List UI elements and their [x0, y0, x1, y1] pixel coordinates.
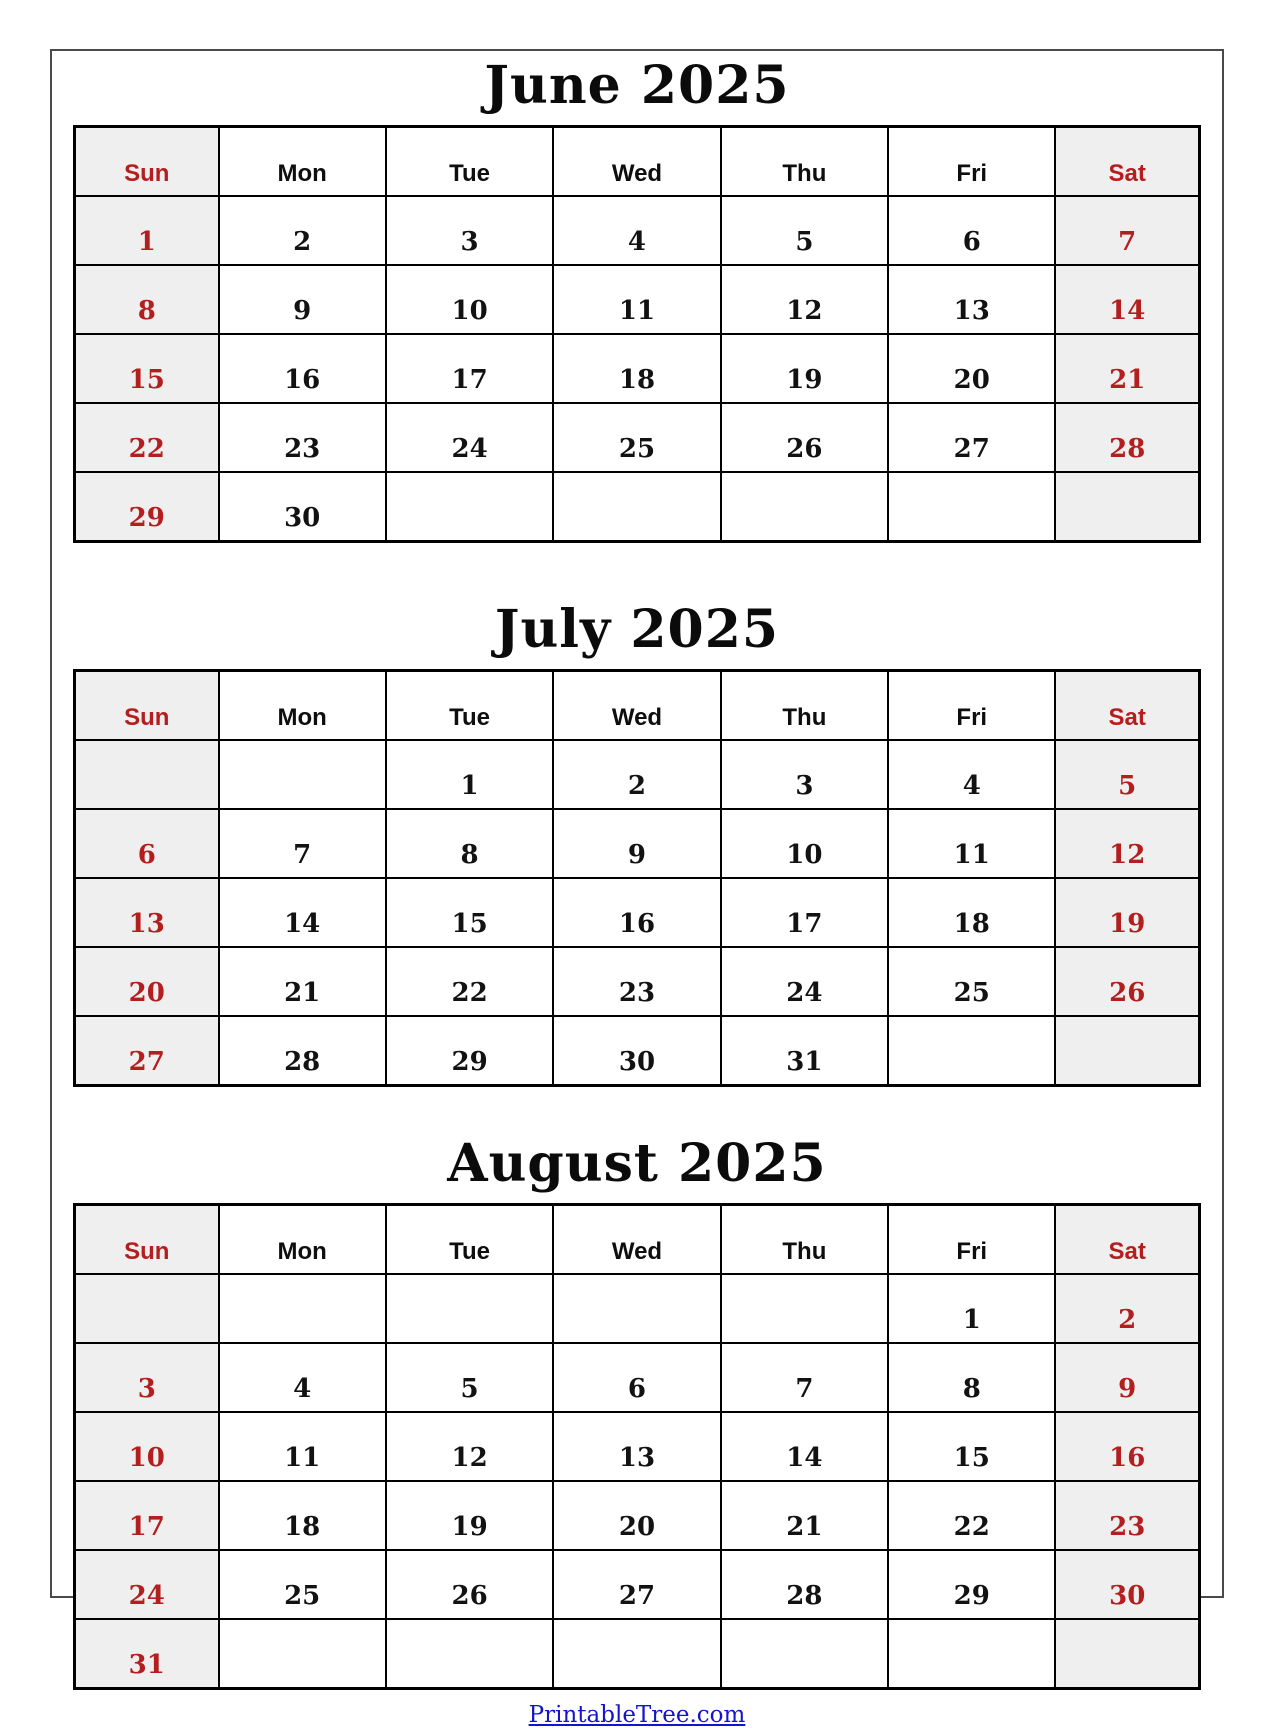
day-cell: 8 [386, 809, 553, 878]
day-cell: 15 [888, 1412, 1055, 1481]
day-cell [75, 740, 219, 809]
day-cell: 24 [75, 1550, 219, 1619]
day-cell: 20 [75, 947, 219, 1016]
day-cell [553, 1274, 720, 1343]
day-cell: 6 [75, 809, 219, 878]
weekday-header-thu: Thu [721, 671, 888, 741]
week-row [75, 472, 1200, 542]
day-cell: 25 [553, 403, 720, 472]
day-cell [75, 1274, 219, 1343]
weekday-header-tue: Tue [386, 1205, 553, 1275]
day-cell: 22 [888, 1481, 1055, 1550]
weekday-header-fri: Fri [888, 671, 1055, 741]
day-cell: 4 [888, 740, 1055, 809]
day-cell: 29 [888, 1550, 1055, 1619]
weekday-header-fri: Fri [888, 1205, 1055, 1275]
day-cell: 31 [75, 1619, 219, 1689]
day-cell: 7 [1055, 196, 1199, 265]
day-cell: 22 [75, 403, 219, 472]
week-row [75, 1481, 1200, 1550]
day-cell: 8 [888, 1343, 1055, 1412]
week-row [75, 265, 1200, 334]
day-cell: 2 [553, 740, 720, 809]
weekday-header-tue: Tue [386, 127, 553, 197]
day-cell: 26 [1055, 947, 1199, 1016]
day-cell [386, 1619, 553, 1689]
month-title-june: June 2025 [484, 55, 790, 116]
day-cell: 7 [219, 809, 386, 878]
day-cell: 15 [386, 878, 553, 947]
day-cell: 1 [386, 740, 553, 809]
day-cell: 19 [721, 334, 888, 403]
day-cell: 3 [75, 1343, 219, 1412]
weekday-header-sat: Sat [1055, 1205, 1199, 1275]
day-cell: 15 [75, 334, 219, 403]
day-cell: 16 [553, 878, 720, 947]
day-cell: 18 [553, 334, 720, 403]
day-cell: 11 [219, 1412, 386, 1481]
page-frame [50, 49, 1224, 1728]
day-cell: 2 [219, 196, 386, 265]
day-cell: 17 [721, 878, 888, 947]
day-cell: 1 [888, 1274, 1055, 1343]
day-cell: 10 [721, 809, 888, 878]
day-cell: 22 [386, 947, 553, 1016]
day-cell: 16 [1055, 1412, 1199, 1481]
weekday-header-thu: Thu [721, 127, 888, 197]
weekday-header-sat: Sat [1055, 127, 1199, 197]
day-cell: 19 [386, 1481, 553, 1550]
day-cell: 20 [888, 334, 1055, 403]
day-cell: 24 [721, 947, 888, 1016]
day-cell: 26 [386, 1550, 553, 1619]
day-cell: 5 [1055, 740, 1199, 809]
day-cell: 21 [219, 947, 386, 1016]
day-cell: 13 [553, 1412, 720, 1481]
weekday-header-sun: Sun [75, 127, 219, 197]
weekday-header-row [75, 1205, 1200, 1275]
weekday-header-sun: Sun [75, 1205, 219, 1275]
day-cell: 23 [1055, 1481, 1199, 1550]
day-cell: 31 [721, 1016, 888, 1086]
day-cell [1055, 472, 1199, 542]
weekday-header-fri: Fri [888, 127, 1055, 197]
day-cell [219, 1619, 386, 1689]
weekday-header-thu: Thu [721, 1205, 888, 1275]
day-cell: 20 [553, 1481, 720, 1550]
day-cell: 13 [888, 265, 1055, 334]
day-cell: 16 [219, 334, 386, 403]
day-cell: 25 [219, 1550, 386, 1619]
weekday-header-sun: Sun [75, 671, 219, 741]
week-row [75, 334, 1200, 403]
day-cell: 6 [553, 1343, 720, 1412]
month-june [52, 55, 1222, 543]
day-cell: 30 [553, 1016, 720, 1086]
day-cell: 12 [721, 265, 888, 334]
weekday-header-wed: Wed [553, 1205, 720, 1275]
month-august [52, 1133, 1222, 1690]
weekday-header-mon: Mon [219, 127, 386, 197]
weekday-header-tue: Tue [386, 671, 553, 741]
day-cell [888, 1619, 1055, 1689]
day-cell: 25 [888, 947, 1055, 1016]
footer-link[interactable]: PrintableTree.com [528, 1702, 746, 1728]
day-cell [386, 472, 553, 542]
day-cell: 9 [553, 809, 720, 878]
day-cell: 19 [1055, 878, 1199, 947]
day-cell: 1 [75, 196, 219, 265]
day-cell: 24 [386, 403, 553, 472]
day-cell: 27 [888, 403, 1055, 472]
day-cell: 26 [721, 403, 888, 472]
month-title-august: August 2025 [447, 1133, 827, 1194]
day-cell: 21 [1055, 334, 1199, 403]
day-cell: 9 [1055, 1343, 1199, 1412]
day-cell: 9 [219, 265, 386, 334]
day-cell: 29 [75, 472, 219, 542]
month-july [52, 599, 1222, 1087]
day-cell [553, 1619, 720, 1689]
week-row [75, 1550, 1200, 1619]
day-cell: 27 [553, 1550, 720, 1619]
day-cell: 12 [386, 1412, 553, 1481]
day-cell [553, 472, 720, 542]
weekday-header-mon: Mon [219, 671, 386, 741]
day-cell: 30 [219, 472, 386, 542]
day-cell: 28 [1055, 403, 1199, 472]
calendar-table-june [73, 125, 1201, 543]
day-cell [1055, 1016, 1199, 1086]
day-cell: 18 [219, 1481, 386, 1550]
day-cell: 10 [75, 1412, 219, 1481]
day-cell: 27 [75, 1016, 219, 1086]
weekday-header-row [75, 127, 1200, 197]
day-cell: 18 [888, 878, 1055, 947]
day-cell: 6 [888, 196, 1055, 265]
weekday-header-sat: Sat [1055, 671, 1199, 741]
day-cell: 11 [553, 265, 720, 334]
weekday-header-row [75, 671, 1200, 741]
day-cell: 30 [1055, 1550, 1199, 1619]
day-cell: 14 [721, 1412, 888, 1481]
day-cell [721, 472, 888, 542]
week-row [75, 1412, 1200, 1481]
day-cell [888, 472, 1055, 542]
day-cell [219, 740, 386, 809]
weekday-header-wed: Wed [553, 127, 720, 197]
weekday-header-wed: Wed [553, 671, 720, 741]
footer [52, 1702, 1222, 1728]
weekday-header-mon: Mon [219, 1205, 386, 1275]
week-row [75, 1343, 1200, 1412]
week-row [75, 740, 1200, 809]
week-row [75, 1619, 1200, 1689]
day-cell: 10 [386, 265, 553, 334]
day-cell: 23 [219, 403, 386, 472]
day-cell: 11 [888, 809, 1055, 878]
day-cell: 29 [386, 1016, 553, 1086]
week-row [75, 878, 1200, 947]
day-cell [721, 1274, 888, 1343]
day-cell: 28 [721, 1550, 888, 1619]
day-cell: 14 [1055, 265, 1199, 334]
day-cell [721, 1619, 888, 1689]
day-cell: 23 [553, 947, 720, 1016]
day-cell [219, 1274, 386, 1343]
day-cell: 3 [386, 196, 553, 265]
day-cell: 4 [219, 1343, 386, 1412]
week-row [75, 196, 1200, 265]
day-cell [1055, 1619, 1199, 1689]
week-row [75, 947, 1200, 1016]
day-cell: 5 [386, 1343, 553, 1412]
day-cell: 13 [75, 878, 219, 947]
day-cell: 3 [721, 740, 888, 809]
day-cell [386, 1274, 553, 1343]
day-cell [888, 1016, 1055, 1086]
day-cell: 4 [553, 196, 720, 265]
day-cell: 17 [386, 334, 553, 403]
day-cell: 12 [1055, 809, 1199, 878]
day-cell: 8 [75, 265, 219, 334]
week-row [75, 403, 1200, 472]
week-row [75, 1274, 1200, 1343]
week-row [75, 1016, 1200, 1086]
day-cell: 7 [721, 1343, 888, 1412]
week-row [75, 809, 1200, 878]
day-cell: 17 [75, 1481, 219, 1550]
day-cell: 28 [219, 1016, 386, 1086]
month-title-july: July 2025 [494, 599, 780, 660]
day-cell: 14 [219, 878, 386, 947]
calendar-table-august [73, 1203, 1201, 1690]
day-cell: 21 [721, 1481, 888, 1550]
day-cell: 2 [1055, 1274, 1199, 1343]
calendar-table-july [73, 669, 1201, 1087]
day-cell: 5 [721, 196, 888, 265]
